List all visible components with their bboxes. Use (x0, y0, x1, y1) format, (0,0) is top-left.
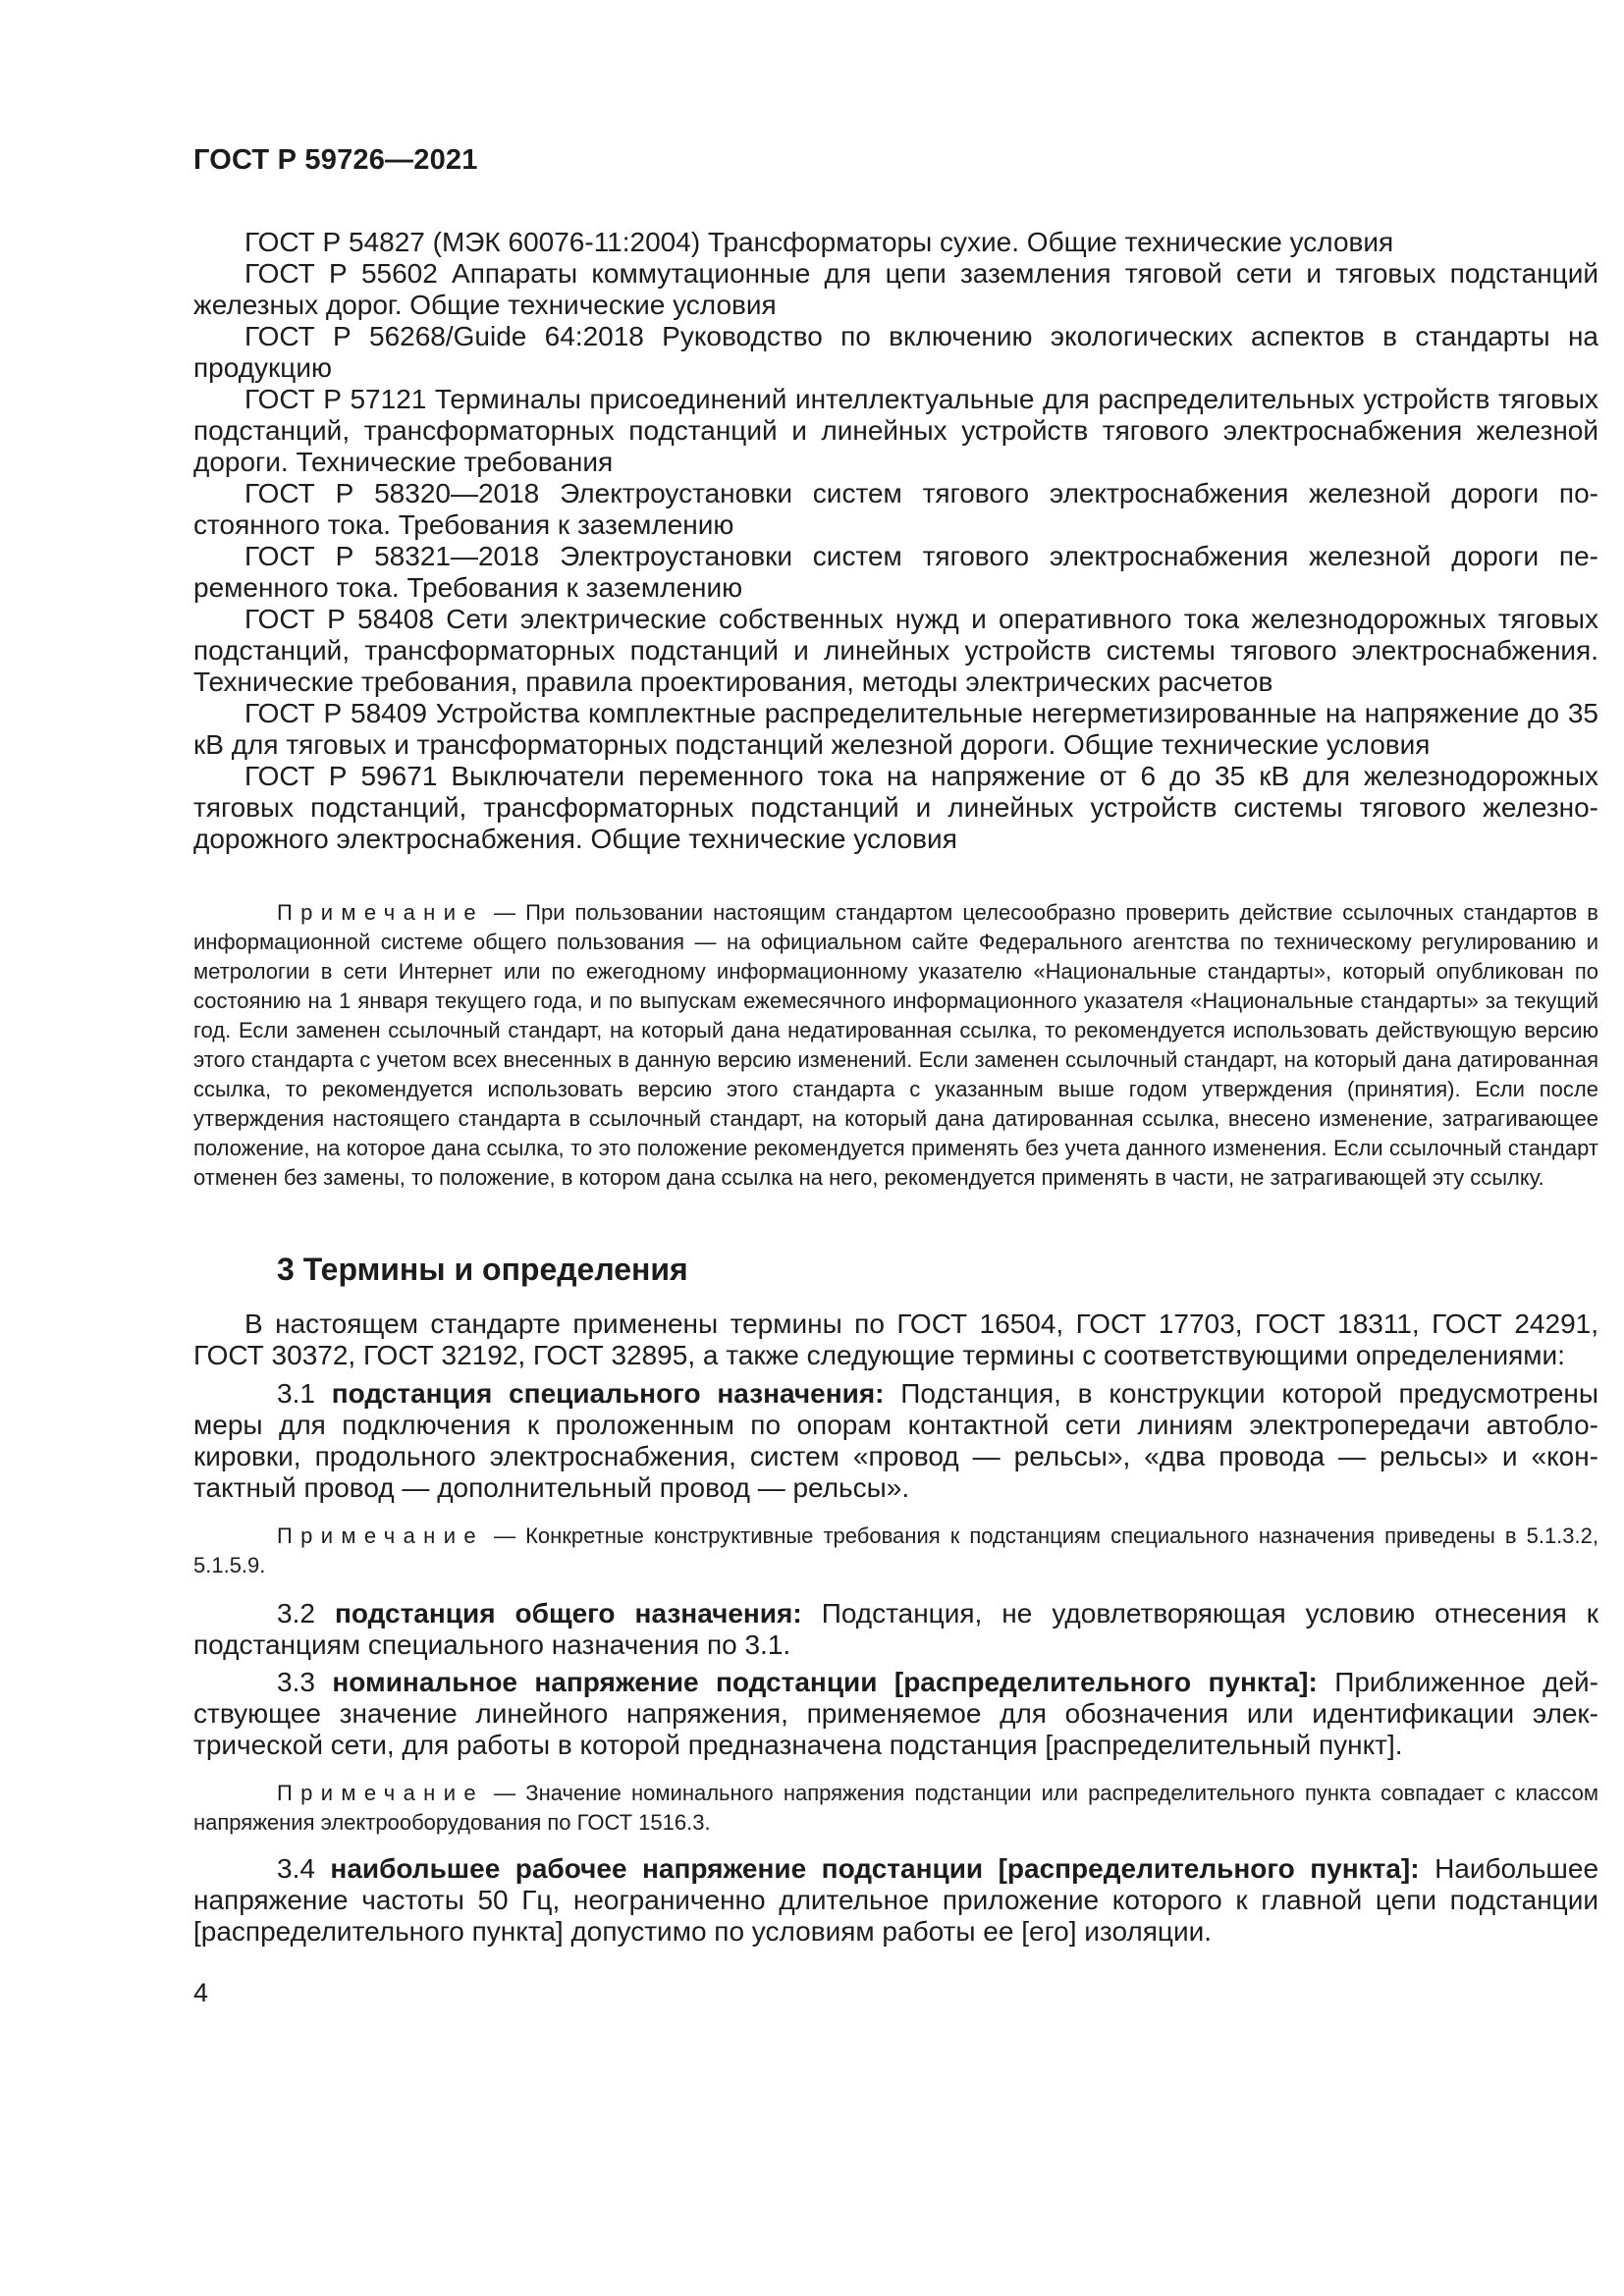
reference-item: ГОСТ Р 54827 (МЭК 60076-11:2004) Трансформаторы сухие. Общие технические условия (244, 227, 1394, 257)
term-3-1-note (193, 1522, 1598, 1580)
term-name: номинальное напряжение подстанции [распределительного пункта]: (332, 1667, 1318, 1697)
note-paragraph (193, 898, 1598, 1193)
note-text: — Значение номинального напряжения подстанции или распределительного пункта совпадает с классом напряжения электрооборудования по ГОСТ 1516.3. (193, 1781, 1598, 1835)
term-number: 3.3 (277, 1667, 315, 1697)
term-3-3-note (193, 1779, 1598, 1838)
term-name: подстанция общего назначения: (334, 1598, 802, 1629)
term-3-1 (193, 1378, 1598, 1504)
reference-item: ГОСТ Р 59671 Выключатели переменного тока на напряжение от 6 до 35 кВ для железнодорожных тяговых подстанций, трансформаторных подстанций и линейных устройств системы тягового железнодорожного электроснабжения. Общие технические условия (193, 761, 1598, 854)
section-heading: 3 Термины и определения (277, 1252, 688, 1287)
term-definition: Приближенное действующее значение линейного напряжения, применяемое для обозначения или идентификации электрической сети, для работы в которой предназначена подстанция [распределительный пункт]. (193, 1667, 1598, 1760)
reference-item: ГОСТ Р 58409 Устройства комплектные распределительные негерметизированные на напряжение до 35 кВ для тяговых и трансформаторных подстанций железной дороги. Общие технические условия (193, 698, 1598, 760)
term-number: 3.2 (277, 1598, 315, 1629)
note-text: — При пользовании настоящим стандартом целесообразно проверить действие ссылочных стандартов в информационной системе общего пользования — на официальном сайте Федерального агентства по техническому регулированию и метрологии в сети Интернет или по ежегодному информационному указателю «Национальные стандарты», который опубликован по состоянию на 1 января текущего года, и по выпускам ежемесячного информационного указателя «Национальные стандарты» за текущий год. Если заменен ссылочный стандарт, на который дана недатированная ссылка, то рекомендуется использовать действующую версию этого стандарта с учетом всех внесенных в данную версию изменений. Если заменен ссылочный стандарт, на который дана датированная ссылка, то рекомендуется использовать версию этого стандарта с указанным выше годом утверждения (принятия). Если после утверждения настоящего стандарта в ссылочный стандарт, на который дана датированная ссылка, внесено изменение, затрагивающее положение, на которое дана ссылка, то это положение рекомендуется применять без учета данного изменения. Если ссылочный стандарт отменен без замены, то положение, в котором дана ссылка на него, рекомендуется применять в части, не затрагивающей эту ссылку. (193, 900, 1598, 1190)
term-number: 3.4 (277, 1853, 315, 1884)
term-3-4 (193, 1853, 1598, 1948)
reference-item: ГОСТ Р 58321—2018 Электроустановки систем тягового электроснабжения железной дороги переменного тока. Требования к заземлению (193, 541, 1598, 603)
term-number: 3.1 (277, 1378, 315, 1409)
note-label: Примечание (277, 1523, 484, 1548)
references-block (193, 227, 1598, 855)
term-3-2 (193, 1598, 1598, 1661)
reference-item: ГОСТ Р 58320—2018 Электроустановки систем тягового электроснабжения железной дороги постоянного тока. Требования к заземлению (193, 478, 1598, 540)
reference-item: ГОСТ Р 55602 Аппараты коммутационные для цепи заземления тяговой сети и тяговых подстанций железных дорог. Общие технические условия (193, 258, 1598, 320)
page-content (193, 144, 1598, 2008)
term-name: подстанция специального назначения: (331, 1378, 885, 1409)
term-3-3 (193, 1667, 1598, 1761)
term-name: наибольшее рабочее напряжение подстанции [распределительного пункта]: (330, 1853, 1420, 1884)
note-paragraph (193, 1779, 1598, 1838)
page-number: 4 (193, 1978, 209, 2007)
references-note (193, 898, 1598, 1193)
reference-item: ГОСТ Р 57121 Терминалы присоединений интеллектуальные для распределительных устройств тяговых подстанций, трансформаторных подстанций и линейных устройств тягового электроснабжения железной дороги. Технические требования (193, 384, 1598, 477)
term-definition: Подстанция, не удовлетворяющая условию отнесения к подстанциям специального назначения по 3.1. (193, 1598, 1599, 1660)
note-paragraph (193, 1522, 1598, 1580)
section-intro: В настоящем стандарте применены термины по ГОСТ 16504, ГОСТ 17703, ГОСТ 18311, ГОСТ 24291, ГОСТ 30372, ГОСТ 32192, ГОСТ 32895, а также следующие термины с соответствующими определениями: (193, 1308, 1598, 1370)
note-label: Примечание (277, 1781, 484, 1805)
term-definition: Подстанция, в конструкции которой предусмотрены меры для подключения к проложенным по опорам контактной сети линиям электропередачи автоблокировки, продольного электроснабжения, систем «провод — рельсы», «два провода — рельсы» и «контактный провод — дополнительный провод — рельсы». (193, 1378, 1599, 1503)
reference-item: ГОСТ Р 56268/Guide 64:2018 Руководство по включению экологических аспектов в стандарты на продукцию (193, 321, 1598, 383)
reference-item: ГОСТ Р 58408 Сети электрические собственных нужд и оперативного тока железнодорожных тяговых подстанций, трансформаторных подстанций и линейных устройств системы тягового электроснабжения. Технические требования, правила проектирования, методы электрических расчетов (193, 604, 1598, 697)
document-code-header: ГОСТ Р 59726—2021 (193, 144, 478, 176)
note-text: — Конкретные конструктивные требования к подстанциям специального назначения приведены в 5.1.3.2, 5.1.5.9. (193, 1523, 1598, 1577)
note-label: Примечание (277, 900, 484, 925)
term-definition: Наибольшее напряжение частоты 50 Гц, неограниченно длительное приложение которого к главной цепи подстанции [распределительного пункта] допустимо по условиям работы ее [его] изоляции. (193, 1853, 1599, 1947)
